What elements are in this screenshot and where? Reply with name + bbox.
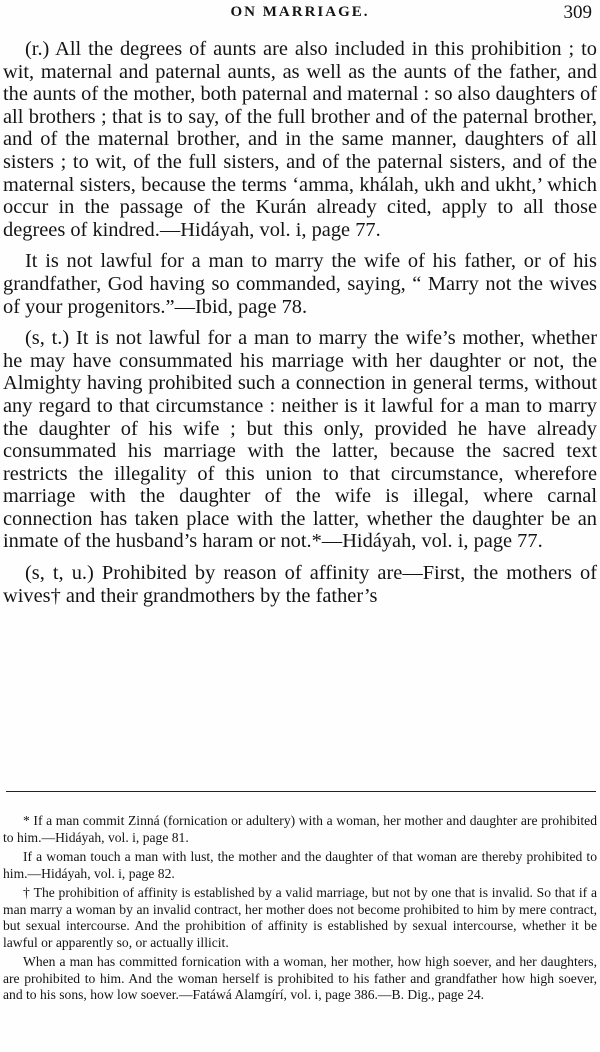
- paragraph-fathers-wife: It is not lawful for a man to marry the wife of his father, or of his grandfather, God having so commanded, saying, “ Marry not the wives of your progenitors.”—Ibid, page 78.: [3, 250, 597, 318]
- running-title: ON MARRIAGE.: [230, 4, 370, 20]
- footnote-affinity: † The prohibition of affinity is established by a valid marriage, but not by one that is invalid. So that if a man marry a woman by an invalid contract, her mother does not become prohibited to him by mere contract, but sexual intercourse. And the prohibition of affinity is established by sexual intercourse, whether it be lawful or apparently so, or actually illicit.: [3, 885, 597, 950]
- footnote-fornication: When a man has committed fornication with a woman, her mother, how high soever, and her daughters, are prohibited to him. And the woman herself is prohibited to his father and grandfather how high soever, and to his sons, how low soever.—Fatáwá Alamgírí, vol. i, page 386.—B. Dig., page 24.: [3, 954, 597, 1002]
- paragraph-affinity: (s, t, u.) Prohibited by reason of affinity are—First, the mothers of wives† and their grandmothers by the father’s: [3, 562, 597, 607]
- footnote-divider: [6, 791, 596, 792]
- paragraph-aunts: (r.) All the degrees of aunts are also included in this prohibition ; to wit, maternal and paternal aunts, as well as the aunts of the father, and the aunts of the mother, both paternal and maternal : so also daughters of all brothers ; that is to say, of the full brother and of the paternal brother, and of the maternal brother, and in the same manner, daughters of all sisters ; to wit, of the full sisters, and of the paternal sisters, and of the maternal sisters, because the terms ‘amma, khálah, ukh and ukht,’ which occur in the passage of the Kurán already cited, apply to all those degrees of kindred.—Hidáyah, vol. i, page 77.: [3, 38, 597, 241]
- paragraph-wifes-mother: (s, t.) It is not lawful for a man to marry the wife’s mother, whether he may have consummated his marriage with her daughter or not, the Almighty having prohibited such a connection in general terms, without any regard to that circumstance : neither is it lawful for a man to marry the daughter of his wife ; but this only, provided he have already consummated his marriage with the latter, because the sacred text restricts the illegality of this union to that circumstance, wherefore marriage with the daughter of the wife is illegal, where carnal connection has taken place with the latter, whether the daughter be an inmate of the husband’s haram or not.*—Hidáyah, vol. i, page 77.: [3, 327, 597, 553]
- footnotes: [3, 813, 597, 1004]
- footnote-touch: If a woman touch a man with lust, the mother and the daughter of that woman are thereby prohibited to him.—Hidáyah, vol. i, page 82.: [3, 849, 597, 881]
- main-text: [3, 38, 597, 607]
- page-number: 309: [563, 2, 592, 23]
- page-header: [0, 2, 600, 24]
- footnote-zinna: * If a man commit Zinná (fornication or adultery) with a woman, her mother and daughter are prohibited to him.—Hidáyah, vol. i, page 81.: [3, 813, 597, 845]
